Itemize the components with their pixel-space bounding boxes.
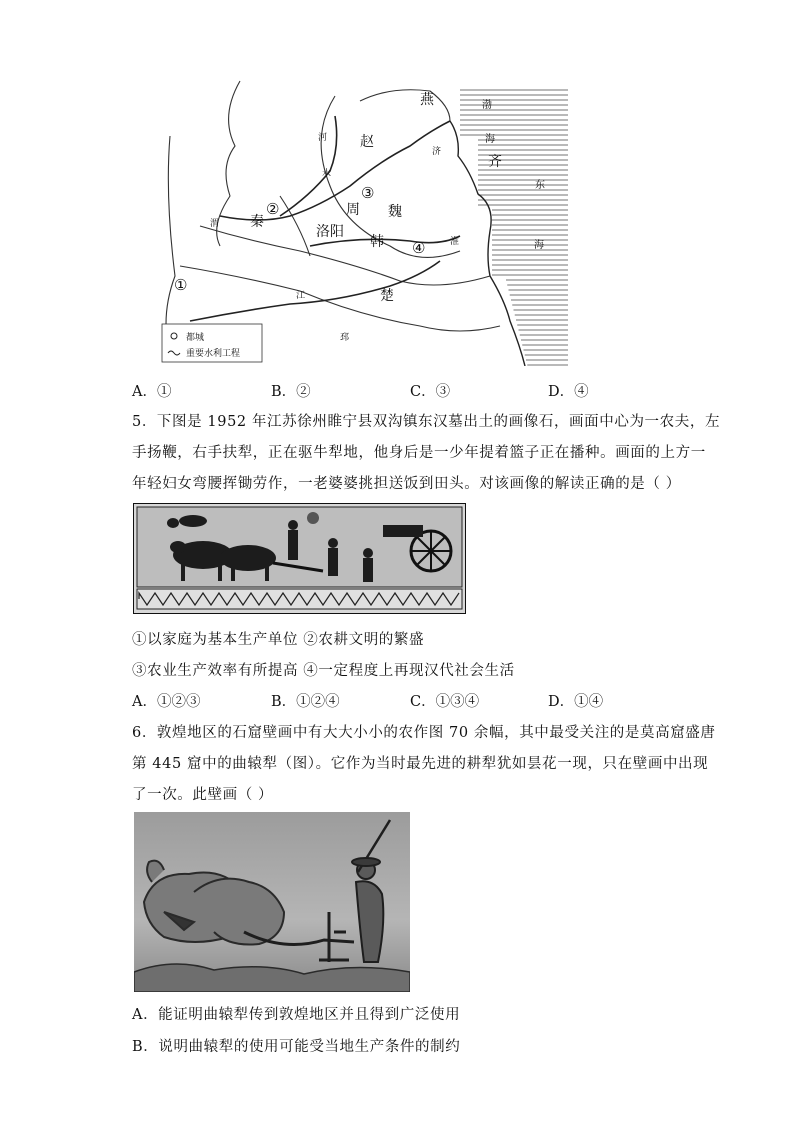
label-shui: 水	[322, 169, 332, 179]
q4-option-d[interactable]: D．④	[548, 384, 589, 400]
legend-capital: 都城	[186, 333, 205, 343]
q4-option-a[interactable]: A．①	[132, 384, 172, 400]
label-han: 韩	[370, 234, 384, 250]
label-he: 河	[318, 133, 328, 143]
curved-plough-mural-image	[134, 812, 410, 992]
legend-project: 重要水利工程	[186, 349, 241, 359]
label-ji: 济	[432, 147, 442, 157]
q6-option-a[interactable]: A．能证明曲辕犁传到敦煌地区并且得到广泛使用	[132, 1007, 461, 1023]
label-luoyang: 洛阳	[316, 224, 344, 240]
marker-2: ②	[266, 200, 280, 218]
q5-statements-line-1: ①以家庭为基本生产单位 ②农耕文明的繁盛	[132, 632, 425, 648]
q5-stem-line-1: 5．下图是 1952 年江苏徐州睢宁县双沟镇东汉墓出土的画像石，画面中心为一农夫，左	[132, 414, 721, 430]
mural-ground	[134, 964, 410, 992]
label-yan: 燕	[420, 92, 434, 108]
q6-stem-line-3: 了一次。此壁画（ ）	[132, 787, 274, 803]
label-jiang: 江	[296, 291, 306, 301]
label-wei: 魏	[388, 204, 402, 220]
q5-stem-line-2: 手扬鞭，右手扶犁，正在驱牛犁地，他身后是一少年提着篮子正在播种。画面的上方一	[132, 445, 706, 461]
decorative-border	[137, 589, 462, 609]
han-stone-relief-image	[133, 503, 466, 614]
q5-option-a[interactable]: A．①②③	[132, 694, 201, 710]
q6-stem-line-2: 第 445 窟中的曲辕犁（图）。它作为当时最先进的耕犁犹如昙花一现，只在壁画中出现	[132, 756, 709, 772]
label-hai1: 海	[485, 134, 495, 145]
label-dong: 东	[535, 180, 545, 191]
marker-4: ④	[412, 239, 426, 257]
label-qi: 齐	[488, 154, 502, 170]
q5-option-c[interactable]: C．①③④	[410, 694, 480, 710]
q4-option-b[interactable]: B．②	[271, 384, 311, 400]
marker-3: ③	[361, 184, 375, 202]
marker-1: ①	[174, 276, 188, 294]
q6-option-b[interactable]: B．说明曲辕犁的使用可能受当地生产条件的制约	[132, 1039, 461, 1055]
q5-statements-line-2: ③农业生产效率有所提高 ④一定程度上再现汉代社会生活	[132, 663, 515, 679]
warring-states-map	[160, 76, 570, 366]
label-hai2: 海	[534, 240, 544, 251]
label-bo: 渤	[482, 100, 492, 111]
label-wei-river: 渭	[210, 219, 220, 229]
q6-stem-line-1: 6．敦煌地区的石窟壁画中有大大小小的农作图 70 余幅，其中最受关注的是莫高窟盛唐	[132, 725, 716, 741]
label-zhou: 周	[346, 202, 360, 218]
label-pi: 邳	[340, 333, 350, 343]
q5-stem-line-3: 年轻妇女弯腰挥锄劳作，一老婆婆挑担送饭到田头。对该画像的解读正确的是（ ）	[132, 476, 681, 492]
q5-option-b[interactable]: B．①②④	[271, 694, 340, 710]
q5-option-d[interactable]: D．①④	[548, 694, 604, 710]
label-huai: 淮	[450, 237, 460, 247]
map-legend	[162, 324, 262, 362]
q4-option-c[interactable]: C．③	[410, 384, 451, 400]
label-chu: 楚	[380, 288, 394, 304]
label-zhao: 赵	[360, 134, 374, 150]
label-qin: 秦	[250, 214, 264, 230]
